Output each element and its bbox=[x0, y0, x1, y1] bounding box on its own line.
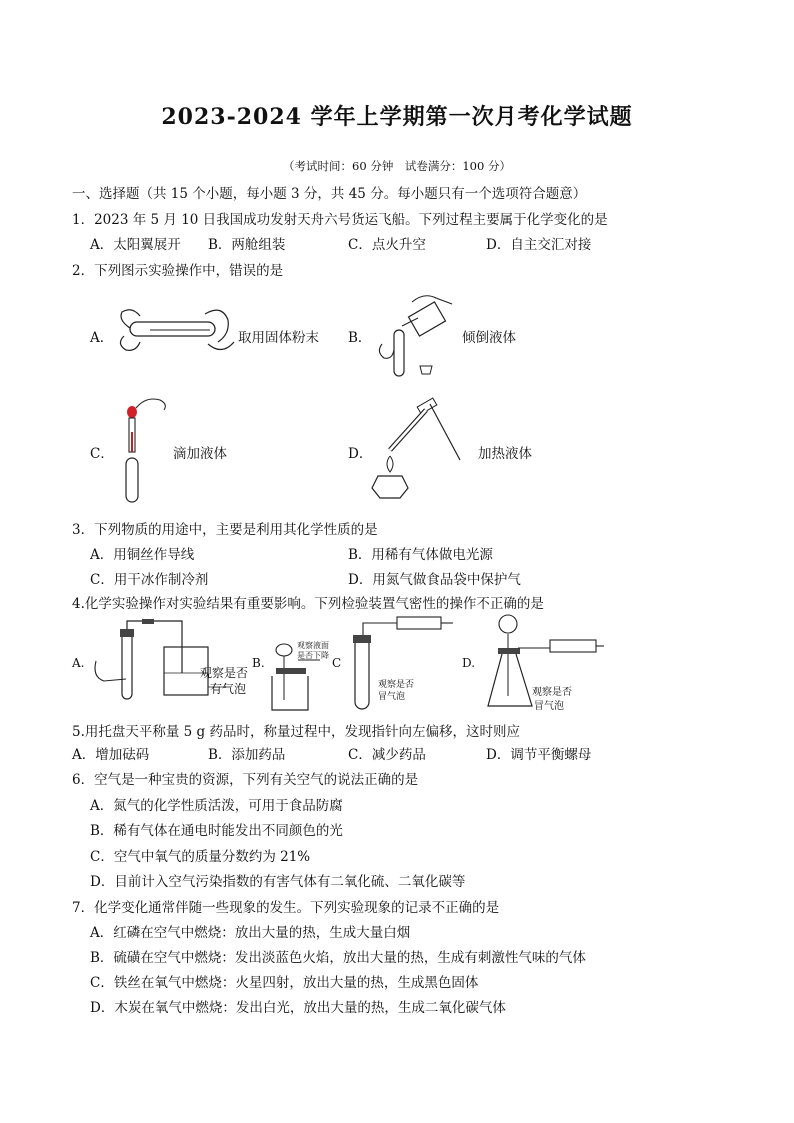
q1-option-a: A．太阳翼展开 bbox=[90, 237, 181, 253]
q5-stem: 5.用托盘天平称量 5 g 药品时，称量过程中，发现指针向左偏移，这时则应 bbox=[72, 724, 520, 740]
q4-b-letter: B. bbox=[252, 656, 265, 670]
q3-option-c: C．用干冰作制冷剂 bbox=[90, 572, 209, 588]
q2-b-label: 倾倒液体 bbox=[462, 330, 516, 346]
q3-option-b: B．用稀有气体做电光源 bbox=[348, 547, 493, 563]
q4-b-note-2: 是否下降 bbox=[297, 651, 329, 660]
dropper-figure bbox=[116, 392, 171, 507]
powder-tube-figure bbox=[110, 300, 235, 360]
q4-a-note-1: 观察是否 bbox=[200, 666, 249, 680]
q2-stem: 2．下列图示实验操作中，错误的是 bbox=[72, 263, 284, 279]
q1-option-d: D．自主交汇对接 bbox=[486, 237, 592, 253]
q2-d-letter: D． bbox=[348, 446, 373, 462]
q2-a-letter: A． bbox=[90, 330, 114, 346]
q2-c-label: 滴加液体 bbox=[173, 446, 227, 462]
q7-option-b: B．硫磺在空气中燃烧：发出淡蓝色火焰，放出大量的热，生成有刺激性气味的气体 bbox=[90, 950, 586, 966]
exam-info: （考试时间：60 分钟 试卷满分：100 分） bbox=[283, 159, 511, 173]
q4-c-note-1: 观察是否 bbox=[378, 680, 415, 690]
q6-stem: 6．空气是一种宝贵的资源，下列有关空气的说法正确的是 bbox=[72, 772, 419, 788]
q2-a-label: 取用固体粉末 bbox=[238, 330, 319, 346]
q4-a-letter: A. bbox=[72, 656, 85, 670]
heat-liquid-figure bbox=[370, 398, 465, 502]
q6-option-b: B．稀有气体在通电时能发出不同颜色的光 bbox=[90, 823, 343, 839]
q2-c-letter: C． bbox=[90, 446, 114, 462]
pour-liquid-figure bbox=[372, 290, 457, 380]
q4-c-note-2: 冒气泡 bbox=[378, 692, 406, 702]
q7-option-a: A．红磷在空气中燃烧：放出大量的热，生成大量白烟 bbox=[90, 925, 411, 941]
q4-b-note-1: 观察液面 bbox=[297, 641, 329, 650]
q4-c-letter: C bbox=[332, 656, 342, 670]
q6-option-c: C．空气中氧气的质量分数约为 21% bbox=[90, 849, 311, 865]
q5-option-a: A．增加砝码 bbox=[72, 747, 150, 763]
q7-option-c: C．铁丝在氧气中燃烧：火星四射，放出大量的热，生成黑色固体 bbox=[90, 975, 479, 991]
q6-option-a: A．氮气的化学性质活泼，可用于食品防腐 bbox=[90, 798, 343, 814]
page-title: 2023-2024 学年上学期第一次月考化学试题 bbox=[161, 104, 633, 130]
q5-option-d: D．调节平衡螺母 bbox=[486, 747, 592, 763]
q4-stem: 4.化学实验操作对实验结果有重要影响。下列检验装置气密性的操作不正确的是 bbox=[72, 596, 544, 612]
q3-option-a: A．用铜丝作导线 bbox=[90, 547, 195, 563]
q1-option-c: C．点火升空 bbox=[348, 237, 426, 253]
q5-option-c: C．减少药品 bbox=[348, 747, 426, 763]
q3-option-d: D．用氮气做食品袋中保护气 bbox=[348, 572, 521, 588]
section-heading: 一、选择题（共 15 个小题，每小题 3 分，共 45 分。每小题只有一个选项符合题意） bbox=[72, 186, 587, 202]
q7-option-d: D．木炭在氧气中燃烧：发出白光，放出大量的热，生成二氧化碳气体 bbox=[90, 1000, 506, 1016]
q6-option-d: D．目前计入空气污染指数的有害气体有二氧化硫、二氧化碳等 bbox=[90, 874, 466, 890]
q4-d-letter: D. bbox=[462, 656, 476, 670]
q4-d-note-2: 冒气泡 bbox=[534, 701, 564, 712]
q4-a-note-2: 有气泡 bbox=[210, 682, 247, 696]
q1-option-b: B．两舱组装 bbox=[208, 237, 286, 253]
q7-stem: 7．化学变化通常伴随一些现象的发生。下列实验现象的记录不正确的是 bbox=[72, 900, 500, 916]
q1-stem: 1．2023 年 5 月 10 日我国成功发射天舟六号货运飞船。下列过程主要属于化学变化的是 bbox=[72, 212, 608, 228]
q2-b-letter: B． bbox=[348, 330, 372, 346]
q5-option-b: B．添加药品 bbox=[208, 747, 286, 763]
q4-d-note-1: 观察是否 bbox=[532, 687, 572, 698]
q2-d-label: 加热液体 bbox=[478, 446, 532, 462]
q3-stem: 3．下列物质的用途中，主要是利用其化学性质的是 bbox=[72, 522, 378, 538]
